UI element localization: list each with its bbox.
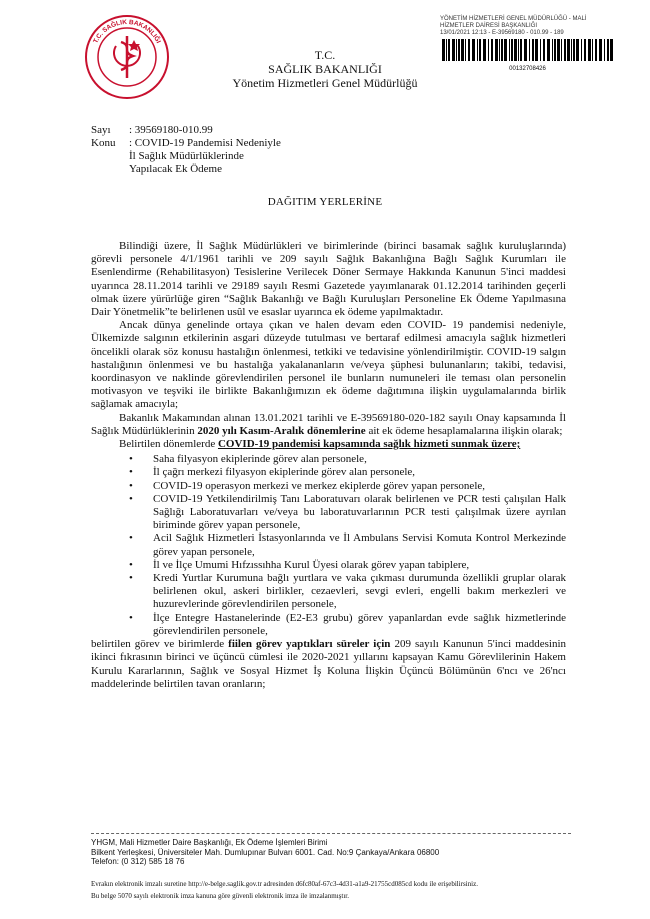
letter-meta [91, 124, 281, 176]
header-tc: T.C. [314, 48, 336, 62]
distribution-title: DAĞITIM YERLERİNE [267, 196, 383, 208]
barcode-stamp [440, 16, 620, 72]
list-item: • Acil Sağlık Hizmetleri İstasyonlarında ve İl Ambulans Servisi Komuta Kontrol Merkezinde görev yapan personele, [129, 532, 566, 558]
bullet-icon: • [129, 466, 133, 479]
barcode-number: 00132708426 [509, 66, 546, 72]
header-directorate: Yönetim Hizmetleri Genel Müdürlüğü [232, 76, 418, 90]
bullet-icon: • [129, 532, 133, 545]
footer-unit: YHGM, Mali Hizmetler Daire Başkanlığı, Ek Ödeme İşlemleri Birimi [91, 838, 328, 847]
bullet-icon: • [129, 453, 133, 466]
letterhead [200, 48, 450, 90]
footer [91, 838, 439, 867]
barcode-line1: YÖNETİM HİZMETLERİ GENEL MÜDÜRLÜĞÜ - MALİ [440, 16, 587, 22]
barcode-icon [440, 39, 615, 61]
konu-value: : COVID-19 Pandemisi Nedeniyle [129, 137, 281, 149]
svg-text:T.C. SAĞLIK BAKANLIĞI: T.C. SAĞLIK BAKANLIĞI [92, 18, 162, 45]
period-highlight: 2020 yılı Kasım-Aralık dönemlerine [197, 424, 366, 437]
barcode-line3: 13/01/2021 12:13 - E-39569180 - 010.99 - 189 [440, 30, 564, 36]
sayi-label: Sayı [91, 124, 111, 136]
bullet-icon: • [129, 479, 133, 492]
konu-value-line3: Yapılacak Ek Ödeme [129, 163, 222, 175]
list-item: • COVID-19 Yetkilendirilmiş Tanı Laboratuvarı olarak belirlenen ve PCR testi çalışılan Halk Sağlığı Laboratuvarları ve/veya bu laboratuvarlarının PCR testi çalışılmak üzere ayrılan biriminde görev yapan personele, [129, 492, 566, 532]
paragraph-3: Bakanlık Makamından alınan 13.01.2021 tarihli ve E-39569180-020-182 sayılı Onay kapsamında İl Sağlık Müdürlüklerinin 2020 yılı Kasım-Aralık dönemlerine ait ek ödeme hesaplamalarına ilişkin olarak; [91, 411, 566, 437]
barcode-line2: HİZMETLER DAİRESİ BAŞKANLIĞI [440, 23, 538, 29]
list-item: • İl ve İlçe Umumi Hıfzıssıhha Kurul Üyesi olarak görev yapan tabiplere, [129, 558, 470, 571]
bullet-icon: • [129, 492, 133, 505]
footer-phone: Telefon: (0 312) 585 18 76 [91, 857, 185, 866]
header-ministry: SAĞLIK BAKANLIĞI [268, 62, 382, 76]
list-item: • COVID-19 operasyon merkezi ve merkez ekiplerde görev yapan personele, [129, 479, 486, 492]
list-item: • Kredi Yurtlar Kurumuna bağlı yurtlara ve vaka çıkması durumunda özellikli gruplar olarak belirlenen okul, askeri birlikler, cezaevleri, sevgi evleri, engelli bakım merkezleri ve huzurevlerinde görevlendirilen personele, [129, 572, 566, 611]
paragraph-final: belirtilen görev ve birimlerde fiilen görev yaptıkları süreler için 209 sayılı Kanunun 5'inci maddesinin ikinci fıkrasının birinci ve üçüncü cümlesi ile 2020-2021 yıllarını kapsayan Kamu Görevlilerinin Hakem Kurulu Kararlarının, Sağlık ve Sosyal Hizmet İş Koluna İlişkin Üçüncü Bölümünün 6'ncı ve 26'ncı maddelerinde belirtilen tavan oranların; [91, 638, 567, 690]
paragraph-2: Ancak dünya genelinde ortaya çıkan ve halen devam eden COVID- 19 pandemisi nedeniyle, Ülkemizde salgının etkilerinin asgari düzeyde tutulması ve bertaraf edilmesi amacıyla sağlık hizmetleri öncelikli olarak söz konusu hastalığın önlenmesi, tetkiki ve tedavisine yönlendirilmiştir. COVID-19 salgın hastalığının önlenmesi ve bu hastalığa yakalananların ve/veya şüphesi bulunanların; takibi, tedavisi, koordinasyon ve naklinde görevlendirilen personel ile bunların numuneleri ile teması olan personelin motivasyon ve teşviki ile birlikte Bakanlığımızın ek ödeme dağıtımına ilişkin uygulamalarında birlik sağlamak amacıyla; [91, 319, 566, 411]
scope-highlight: COVID-19 pandemisi kapsamında sağlık hizmeti sunmak üzere; [217, 438, 521, 451]
bullet-icon: • [129, 558, 133, 571]
ministry-logo [84, 14, 170, 100]
paragraph-4: Belirtilen dönemlerde COVID-19 pandemisi kapsamında sağlık hizmeti sunmak üzere; [119, 438, 521, 451]
duration-highlight: fiilen görev yaptıkları süreler için [228, 638, 391, 651]
personnel-list [91, 453, 566, 638]
konu-label: Konu [91, 137, 116, 149]
footer-divider [91, 833, 571, 834]
e-signature-note: Bu belge 5070 sayılı elektronik imza kanuna göre güvenli elektronik imza ile imzalanmıştır. [91, 892, 349, 900]
evrak-verification: Evrakın elektronik imzalı suretine http://e-belge.saglik.gov.tr adresinden d6fc80af-67c3-4d31-a1a9-21755cd085cd kodu ile erişebilirsiniz. [91, 880, 478, 888]
list-item: • İl çağrı merkezi filyasyon ekiplerinde görev alan personele, [129, 466, 416, 479]
footer-address: Bilkent Yerleşkesi, Üniversiteler Mah. Dumlupınar Bulvarı 6001. Cad. No:9 Çankaya/Ankara 06800 [91, 847, 440, 857]
letter-body [91, 240, 566, 691]
paragraph-1: Bilindiği üzere, İl Sağlık Müdürlükleri ve birimlerinde (birinci basamak sağlık kuruluşlarında) görevli personele 4/1/1961 tarihli ve 209 sayılı Sağlık Bakanlığına Bağlı Sağlık Kurumları ile Esenlendirme (Rehabilitasyon) Tesislerine Verilecek Döner Sermaye Hakkında Kanunun 5'inci maddesi uyarınca 28.11.2014 tarihli ve 29189 sayılı Resmi Gazetede yayımlanarak 01.12.2014 tarihinden geçerli olmak üzere yürürlüğe giren “Sağlık Bakanlığı ve Bağlı Kuruluşları Personeline Ek Ödeme Yapılmasına Dair Yönetmelik”te belirlenen usûl ve esaslar uyarınca ek ödeme yapılmaktadır. [91, 240, 566, 319]
list-item: • İlçe Entegre Hastanelerinde (E2-E3 grubu) görev yapanlardan evde sağlık hizmetlerinde görevlendirilen personele, [129, 611, 566, 637]
bullet-icon: • [129, 611, 133, 624]
sayi-value: : 39569180-010.99 [129, 124, 213, 136]
bullet-icon: • [129, 572, 133, 585]
konu-value-line2: İl Sağlık Müdürlüklerinde [129, 150, 244, 162]
list-item: • Saha filyasyon ekiplerinde görev alan personele, [129, 453, 367, 466]
